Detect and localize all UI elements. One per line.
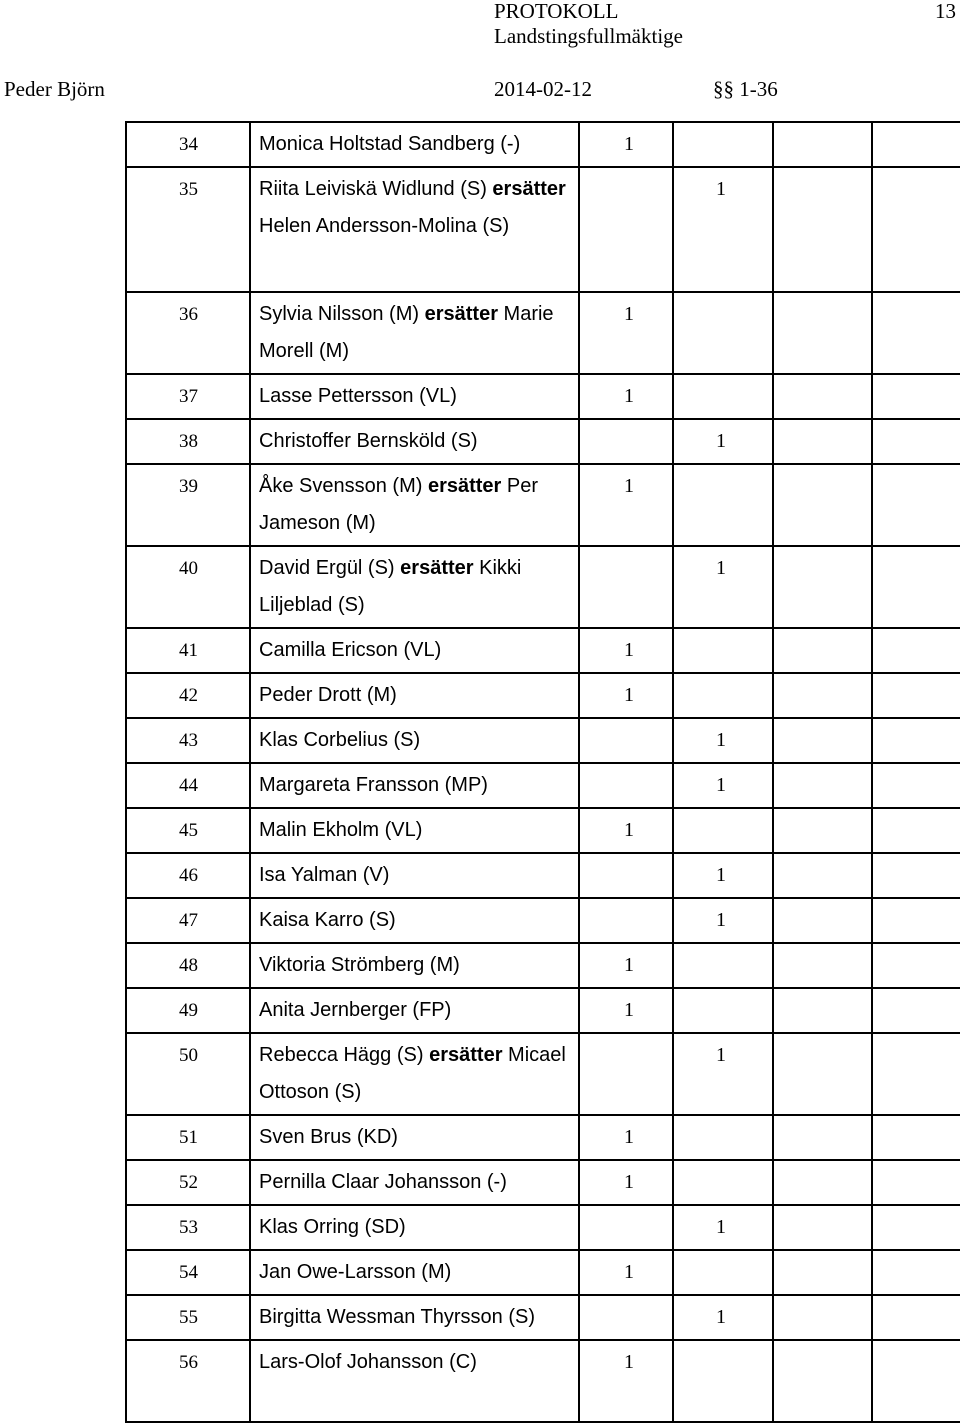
vote-mark: 1 xyxy=(624,1351,634,1373)
vote-mark: 1 xyxy=(716,1306,726,1328)
row-number: 40 xyxy=(179,558,198,579)
vote-table xyxy=(125,121,960,1423)
member-primary: Christoffer Bernsköld (S) xyxy=(259,430,478,452)
member-primary: Margareta Fransson (MP) xyxy=(259,774,488,796)
vote-cell-4 xyxy=(872,1160,960,1205)
table-row xyxy=(126,673,960,718)
vote-table-body xyxy=(126,122,960,1422)
vote-cell-1 xyxy=(579,1205,673,1250)
meeting-date: 2014-02-12 xyxy=(494,77,592,101)
table-row xyxy=(126,943,960,988)
vote-cell-3 xyxy=(773,808,872,853)
row-number-cell xyxy=(126,628,250,673)
member-primary: Viktoria Strömberg (M) xyxy=(259,954,460,976)
vote-cell-3 xyxy=(773,718,872,763)
member-primary: Klas Corbelius (S) xyxy=(259,729,421,751)
vote-cell-4 xyxy=(872,898,960,943)
row-number-cell xyxy=(126,546,250,628)
member-primary: Lars-Olof Johansson (C) xyxy=(259,1351,477,1373)
table-row xyxy=(126,292,960,374)
row-number: 48 xyxy=(179,955,198,976)
vote-cell-3 xyxy=(773,1160,872,1205)
vote-cell-4 xyxy=(872,1115,960,1160)
member-primary: Camilla Ericson (VL) xyxy=(259,639,442,661)
vote-cell-1 xyxy=(579,419,673,464)
substituted-member: Helen Andersson-Molina (S) xyxy=(259,215,510,237)
table-row xyxy=(126,1250,960,1295)
vote-cell-1 xyxy=(579,464,673,546)
vote-cell-2 xyxy=(673,943,773,988)
member-name-cell xyxy=(250,546,579,628)
row-number-cell xyxy=(126,808,250,853)
row-number: 51 xyxy=(179,1127,198,1148)
member-primary: Isa Yalman (V) xyxy=(259,864,390,886)
vote-mark: 1 xyxy=(716,774,726,796)
vote-cell-1 xyxy=(579,943,673,988)
vote-mark: 1 xyxy=(716,557,726,579)
vote-cell-2 xyxy=(673,898,773,943)
vote-cell-2 xyxy=(673,1340,773,1422)
vote-cell-2 xyxy=(673,763,773,808)
vote-mark: 1 xyxy=(624,684,634,706)
table-row xyxy=(126,763,960,808)
row-number-cell xyxy=(126,943,250,988)
member-name-cell xyxy=(250,628,579,673)
row-number: 37 xyxy=(179,386,198,407)
member-primary: Rebecca Hägg (S) xyxy=(259,1044,424,1066)
table-row xyxy=(126,464,960,546)
member-name xyxy=(251,465,578,542)
member-name xyxy=(251,1161,578,1201)
row-number: 44 xyxy=(179,775,198,796)
member-primary: Pernilla Claar Johansson (-) xyxy=(259,1171,507,1193)
vote-cell-3 xyxy=(773,1205,872,1250)
vote-mark: 1 xyxy=(624,1171,634,1193)
member-name xyxy=(251,1296,578,1336)
member-primary: Jan Owe-Larsson (M) xyxy=(259,1261,452,1283)
member-name-cell xyxy=(250,763,579,808)
vote-cell-3 xyxy=(773,673,872,718)
substituted-member: Marie Morell (M) xyxy=(259,303,554,362)
vote-cell-2 xyxy=(673,808,773,853)
vote-mark: 1 xyxy=(624,303,634,325)
substituted-member: Per Jameson (M) xyxy=(259,475,539,534)
member-name xyxy=(251,854,578,894)
vote-mark: 1 xyxy=(624,999,634,1021)
vote-cell-3 xyxy=(773,167,872,292)
vote-mark: 1 xyxy=(624,639,634,661)
vote-mark: 1 xyxy=(624,1261,634,1283)
member-name xyxy=(251,123,578,163)
vote-cell-4 xyxy=(872,1205,960,1250)
vote-mark: 1 xyxy=(716,909,726,931)
row-number: 52 xyxy=(179,1172,198,1193)
row-number-cell xyxy=(126,898,250,943)
vote-cell-2 xyxy=(673,419,773,464)
member-name-cell xyxy=(250,1033,579,1115)
member-primary: Sylvia Nilsson (M) xyxy=(259,303,420,325)
vote-cell-1 xyxy=(579,763,673,808)
member-name-cell xyxy=(250,292,579,374)
member-name xyxy=(251,674,578,714)
vote-cell-3 xyxy=(773,1033,872,1115)
member-name-cell xyxy=(250,718,579,763)
table-row xyxy=(126,1115,960,1160)
vote-cell-4 xyxy=(872,763,960,808)
member-primary: David Ergül (S) xyxy=(259,557,395,579)
table-row xyxy=(126,1340,960,1422)
vote-cell-4 xyxy=(872,419,960,464)
row-number-cell xyxy=(126,718,250,763)
row-number-cell xyxy=(126,292,250,374)
member-name xyxy=(251,764,578,804)
member-name xyxy=(251,1034,578,1111)
vote-cell-3 xyxy=(773,763,872,808)
row-number-cell xyxy=(126,763,250,808)
table-row xyxy=(126,374,960,419)
row-number-cell xyxy=(126,853,250,898)
vote-cell-1 xyxy=(579,898,673,943)
row-number-cell xyxy=(126,464,250,546)
vote-cell-1 xyxy=(579,718,673,763)
vote-cell-1 xyxy=(579,122,673,167)
vote-cell-4 xyxy=(872,546,960,628)
row-number: 49 xyxy=(179,1000,198,1021)
vote-cell-4 xyxy=(872,1295,960,1340)
member-name-cell xyxy=(250,122,579,167)
member-name xyxy=(251,375,578,415)
vote-cell-1 xyxy=(579,374,673,419)
row-number-cell xyxy=(126,374,250,419)
vote-cell-3 xyxy=(773,464,872,546)
table-row xyxy=(126,628,960,673)
vote-cell-3 xyxy=(773,853,872,898)
member-name-cell xyxy=(250,943,579,988)
member-primary: Kaisa Karro (S) xyxy=(259,909,396,931)
member-name xyxy=(251,1341,578,1381)
vote-cell-4 xyxy=(872,943,960,988)
table-row xyxy=(126,1295,960,1340)
member-primary: Birgitta Wessman Thyrsson (S) xyxy=(259,1306,536,1328)
row-number-cell xyxy=(126,167,250,292)
vote-mark: 1 xyxy=(624,819,634,841)
member-primary: Peder Drott (M) xyxy=(259,684,397,706)
member-name-cell xyxy=(250,1205,579,1250)
vote-cell-2 xyxy=(673,1295,773,1340)
vote-cell-1 xyxy=(579,1115,673,1160)
member-primary: Riita Leiviskä Widlund (S) xyxy=(259,178,487,200)
vote-cell-1 xyxy=(579,292,673,374)
table-row xyxy=(126,167,960,292)
row-number-cell xyxy=(126,1250,250,1295)
member-name xyxy=(251,547,578,624)
member-name xyxy=(251,944,578,984)
row-number: 43 xyxy=(179,730,198,751)
vote-cell-2 xyxy=(673,673,773,718)
vote-mark: 1 xyxy=(716,178,726,200)
vote-cell-2 xyxy=(673,1115,773,1160)
vote-cell-2 xyxy=(673,374,773,419)
row-number: 46 xyxy=(179,865,198,886)
vote-cell-3 xyxy=(773,988,872,1033)
table-row xyxy=(126,1160,960,1205)
vote-cell-1 xyxy=(579,808,673,853)
vote-cell-4 xyxy=(872,1250,960,1295)
vote-cell-3 xyxy=(773,1340,872,1422)
vote-cell-2 xyxy=(673,1160,773,1205)
substitute-label: ersätter xyxy=(492,178,566,200)
row-number: 55 xyxy=(179,1307,198,1328)
member-name xyxy=(251,1206,578,1246)
substituted-member: Kikki Liljeblad (S) xyxy=(259,557,522,616)
page-number: 13 xyxy=(935,0,956,23)
vote-cell-4 xyxy=(872,628,960,673)
row-number: 54 xyxy=(179,1262,198,1283)
author-name: Peder Björn xyxy=(4,77,105,101)
vote-cell-1 xyxy=(579,1295,673,1340)
member-name-cell xyxy=(250,1295,579,1340)
member-name-cell xyxy=(250,808,579,853)
member-name xyxy=(251,1251,578,1291)
vote-mark: 1 xyxy=(716,729,726,751)
member-primary: Malin Ekholm (VL) xyxy=(259,819,423,841)
row-number-cell xyxy=(126,122,250,167)
vote-cell-1 xyxy=(579,853,673,898)
row-number-cell xyxy=(126,1115,250,1160)
vote-cell-4 xyxy=(872,464,960,546)
vote-cell-3 xyxy=(773,943,872,988)
vote-cell-4 xyxy=(872,1340,960,1422)
vote-cell-3 xyxy=(773,292,872,374)
vote-cell-2 xyxy=(673,464,773,546)
vote-cell-2 xyxy=(673,1205,773,1250)
vote-cell-2 xyxy=(673,628,773,673)
vote-cell-2 xyxy=(673,122,773,167)
vote-cell-1 xyxy=(579,1033,673,1115)
vote-mark: 1 xyxy=(716,430,726,452)
row-number: 41 xyxy=(179,640,198,661)
member-name xyxy=(251,989,578,1029)
paragraph-reference: §§ 1-36 xyxy=(713,77,778,101)
substitute-label: ersätter xyxy=(400,557,474,579)
vote-cell-3 xyxy=(773,374,872,419)
substitute-label: ersätter xyxy=(427,475,502,497)
vote-cell-4 xyxy=(872,673,960,718)
member-name-cell xyxy=(250,1250,579,1295)
row-number-cell xyxy=(126,419,250,464)
vote-cell-3 xyxy=(773,628,872,673)
vote-cell-4 xyxy=(872,374,960,419)
member-name-cell xyxy=(250,853,579,898)
member-primary: Lasse Pettersson (VL) xyxy=(259,385,457,407)
member-name-cell xyxy=(250,988,579,1033)
vote-cell-2 xyxy=(673,1250,773,1295)
vote-cell-3 xyxy=(773,122,872,167)
vote-cell-4 xyxy=(872,988,960,1033)
vote-mark: 1 xyxy=(624,1126,634,1148)
member-primary: Sven Brus (KD) xyxy=(259,1126,398,1148)
row-number: 47 xyxy=(179,910,198,931)
vote-cell-3 xyxy=(773,1295,872,1340)
vote-cell-2 xyxy=(673,1033,773,1115)
row-number: 42 xyxy=(179,685,198,706)
member-name xyxy=(251,899,578,939)
member-name-cell xyxy=(250,673,579,718)
vote-cell-1 xyxy=(579,988,673,1033)
substituted-member: Micael Ottoson (S) xyxy=(259,1044,566,1103)
member-name xyxy=(251,168,578,245)
member-primary: Klas Orring (SD) xyxy=(259,1216,406,1238)
member-name xyxy=(251,1116,578,1156)
row-number-cell xyxy=(126,1033,250,1115)
member-name-cell xyxy=(250,464,579,546)
vote-mark: 1 xyxy=(624,133,634,155)
member-name-cell xyxy=(250,1115,579,1160)
row-number-cell xyxy=(126,988,250,1033)
vote-mark: 1 xyxy=(716,1216,726,1238)
member-name xyxy=(251,293,578,370)
vote-cell-1 xyxy=(579,167,673,292)
vote-mark: 1 xyxy=(624,475,634,497)
vote-cell-4 xyxy=(872,808,960,853)
vote-cell-3 xyxy=(773,546,872,628)
row-number-cell xyxy=(126,1295,250,1340)
member-name-cell xyxy=(250,419,579,464)
row-number: 56 xyxy=(179,1352,198,1373)
table-row xyxy=(126,122,960,167)
table-row xyxy=(126,988,960,1033)
row-number: 38 xyxy=(179,431,198,452)
vote-mark: 1 xyxy=(716,864,726,886)
member-name xyxy=(251,420,578,460)
vote-cell-1 xyxy=(579,1250,673,1295)
substitute-label: ersätter xyxy=(429,1044,503,1066)
member-name-cell xyxy=(250,898,579,943)
vote-cell-2 xyxy=(673,292,773,374)
table-row xyxy=(126,718,960,763)
vote-cell-4 xyxy=(872,1033,960,1115)
vote-cell-2 xyxy=(673,988,773,1033)
vote-mark: 1 xyxy=(716,1044,726,1066)
member-name-cell xyxy=(250,1340,579,1422)
member-name xyxy=(251,629,578,669)
vote-mark: 1 xyxy=(624,385,634,407)
vote-cell-2 xyxy=(673,718,773,763)
table-row xyxy=(126,419,960,464)
member-primary: Åke Svensson (M) xyxy=(259,475,423,497)
row-number-cell xyxy=(126,1205,250,1250)
vote-cell-1 xyxy=(579,1160,673,1205)
vote-cell-1 xyxy=(579,628,673,673)
table-row xyxy=(126,546,960,628)
vote-cell-3 xyxy=(773,898,872,943)
vote-cell-4 xyxy=(872,853,960,898)
vote-cell-4 xyxy=(872,122,960,167)
member-name-cell xyxy=(250,167,579,292)
document-subtitle: Landstingsfullmäktige xyxy=(494,24,683,48)
row-number: 35 xyxy=(179,179,198,200)
row-number-cell xyxy=(126,1340,250,1422)
row-number: 50 xyxy=(179,1045,198,1066)
vote-mark: 1 xyxy=(624,954,634,976)
vote-cell-2 xyxy=(673,546,773,628)
vote-cell-1 xyxy=(579,546,673,628)
table-row xyxy=(126,808,960,853)
table-row xyxy=(126,898,960,943)
row-number: 36 xyxy=(179,304,198,325)
member-primary: Monica Holtstad Sandberg (-) xyxy=(259,133,521,155)
vote-cell-3 xyxy=(773,1250,872,1295)
vote-cell-4 xyxy=(872,167,960,292)
vote-cell-3 xyxy=(773,1115,872,1160)
row-number-cell xyxy=(126,1160,250,1205)
table-row xyxy=(126,1205,960,1250)
table-row xyxy=(126,853,960,898)
member-name-cell xyxy=(250,374,579,419)
row-number: 45 xyxy=(179,820,198,841)
row-number: 39 xyxy=(179,476,198,497)
table-row xyxy=(126,1033,960,1115)
vote-cell-2 xyxy=(673,853,773,898)
vote-cell-2 xyxy=(673,167,773,292)
row-number: 53 xyxy=(179,1217,198,1238)
row-number-cell xyxy=(126,673,250,718)
vote-cell-4 xyxy=(872,718,960,763)
document-title: PROTOKOLL xyxy=(494,0,619,23)
vote-cell-3 xyxy=(773,419,872,464)
row-number: 34 xyxy=(179,134,198,155)
vote-cell-1 xyxy=(579,1340,673,1422)
member-name xyxy=(251,809,578,849)
member-primary: Anita Jernberger (FP) xyxy=(259,999,452,1021)
vote-cell-4 xyxy=(872,292,960,374)
substitute-label: ersätter xyxy=(424,303,498,325)
member-name-cell xyxy=(250,1160,579,1205)
vote-cell-1 xyxy=(579,673,673,718)
member-name xyxy=(251,719,578,759)
